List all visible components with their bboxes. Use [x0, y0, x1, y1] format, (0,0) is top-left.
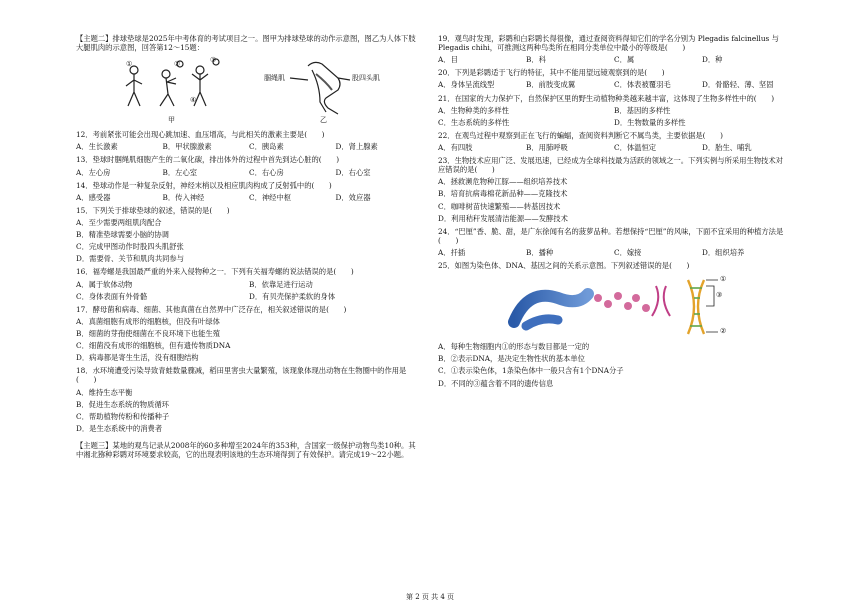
option-c: C．属 [614, 55, 635, 65]
question-16 [76, 267, 422, 300]
option-a: A．左心房 [76, 167, 111, 177]
question-stem: 17．酵母菌和病毒、细菌、其他真菌在自然界中广泛存在，相关叙述错误的是( ) [76, 304, 347, 314]
option-c: C．胰岛素 [249, 142, 284, 152]
question-24 [438, 227, 790, 257]
question-25 [438, 261, 790, 388]
question-stem: 20．下列是彩鹮适于飞行的特征，其中不能用望远镜观察到的是( ) [438, 68, 665, 78]
option-a: A．拯救濒危物种江豚——组织培养技术 [438, 177, 568, 187]
option-a: A．生长激素 [76, 142, 118, 152]
option-c: C．细菌没有成形的细胞核，但有遗传物质DNA [76, 341, 231, 351]
option-d: D．肾上腺素 [335, 142, 378, 152]
option-d: D．生物数量的多样性 [614, 117, 686, 127]
option-d: D．效应器 [335, 192, 371, 202]
option-a: A．维持生态平衡 [76, 387, 133, 397]
question-13 [76, 155, 422, 176]
question-stem: 23．生物技术应用广泛、发展迅速，已经成为全球科技最为活跃的领域之一。下列实例与所采用生物技术对应错误的是( ) [438, 156, 783, 175]
option-a: A．属于软体动物 [76, 279, 133, 289]
ball-mark-1: ① [126, 60, 133, 69]
option-d: D．病毒都是寄生生活，没有细胞结构 [76, 353, 199, 363]
question-23 [438, 156, 790, 223]
question-stem: 16．福寿螺是我国最严重的外来入侵物种之一．下列有关福寿螺的说法错误的是( ) [76, 267, 354, 277]
chromosome-dna-figure [438, 276, 790, 338]
option-d: D．右心室 [335, 167, 371, 177]
option-b: B．前肢变成翼 [526, 80, 576, 90]
question-stem: 25．如图为染色体、DNA、基因之间的关系示意图。下列叙述错误的是( ) [438, 261, 690, 271]
topic2-intro: 【主题二】排球垫球是2025年中考体育的考试项目之一。图甲为排球垫球的动作示意图，图乙为人体下肢大腿肌肉的示意图，回答第12～15题： [76, 34, 416, 53]
option-c: C．体温恒定 [614, 142, 657, 152]
question-12 [76, 130, 422, 151]
option-d: D．胎生、哺乳 [702, 142, 752, 152]
ball-mark-3: ③ [210, 56, 217, 65]
option-b: B．科 [526, 55, 546, 65]
ball-mark-2: ② [174, 60, 181, 69]
option-b: B．依靠足进行运动 [249, 279, 313, 289]
topic3-intro: 【主题三】某地的观鸟记录从2008年的60多种增至2024年的353种，含国家一级保护动物鸟类10种。其中湘北猕种彩鹮对环境要求较高，它的出现表明该地的生态环境得到了有效保护。请完成19～22小题。 [76, 440, 416, 460]
option-c: C．嫁接 [614, 247, 642, 257]
question-stem: 18．水环境遭受污染导致青蛙数量骤减，稻田里害虫大量繁殖，该现象体现出动物在生物圈中的作用是( ) [76, 366, 407, 385]
question-stem: 15．下列关于排球垫球的叙述，错误的是( ) [76, 205, 230, 215]
volleyball-figure [76, 56, 422, 126]
question-stem: 19．观鸟时发现，彩鹮和白彩鹮长得很像，通过查阅资料得知它们的学名分别为 Plegadis falcinellus 与 Plegadis chihi，可推测这两种鸟类所在相同分类单位中最小的等级是( ) [438, 34, 779, 53]
label-quadriceps: 股四头肌 [352, 74, 380, 83]
option-b: B．左心室 [162, 167, 198, 177]
option-a: A．身体呈流线型 [438, 80, 495, 90]
option-b: B．甲状腺激素 [162, 142, 212, 152]
question-stem: 21．在国家的大力保护下，自然保护区里的野生动植物种类越来越丰富，这体现了生物多样性中的( ) [438, 93, 775, 103]
option-b: B．用肺呼吸 [526, 142, 568, 152]
option-c: C．生态系统的多样性 [438, 117, 510, 127]
label-hamstring: 腘绳肌 [264, 74, 285, 83]
option-d: D．骨骼轻、薄、坚固 [702, 80, 774, 90]
mark-1: ① [720, 275, 727, 284]
page-footer: 第 2 页 共 4 页 [405, 593, 455, 601]
option-a: A．生物种类的多样性 [438, 105, 509, 115]
option-b: B．传入神经 [162, 192, 205, 202]
option-a: A．感受器 [76, 192, 111, 202]
option-c: C．咖啡树苗快速繁殖——转基因技术 [438, 201, 561, 211]
option-a: A．扦插 [438, 247, 466, 257]
left-column [76, 34, 422, 459]
option-c: C．神经中枢 [249, 192, 292, 202]
question-14 [76, 181, 422, 202]
option-d: D．不同的③蕴含着不同的遗传信息 [438, 378, 554, 388]
option-c: C．完成甲图动作时股四头肌舒张 [76, 242, 184, 252]
question-18 [76, 366, 422, 433]
question-20 [438, 68, 790, 89]
mark-2: ② [720, 327, 727, 336]
label-jia: 甲 [168, 116, 175, 125]
option-a: A．有四肢 [438, 142, 473, 152]
option-b: B．播种 [526, 247, 554, 257]
question-21 [438, 94, 790, 127]
option-a: A．每种生物细胞内①的形态与数目都是一定的 [438, 342, 590, 352]
chromosome-dna-illustration [438, 276, 790, 338]
label-yi: 乙 [320, 116, 327, 125]
mark-3: ③ [716, 291, 723, 300]
option-b: B．培育抗病毒棉花新品种——克隆技术 [438, 189, 568, 199]
question-stem: 22．在观鸟过程中观察到正在飞行的蝙蝠，查阅资料判断它不属鸟类，主要依据是( ) [438, 130, 723, 140]
right-column [438, 34, 790, 388]
option-b: B．②表示DNA，是决定生物性状的基本单位 [438, 354, 585, 364]
question-17 [76, 305, 422, 363]
option-a: A．目 [438, 55, 458, 65]
option-b: B．精准垫球需要小脑的协调 [76, 230, 169, 240]
option-c: C．右心房 [249, 167, 284, 177]
option-c: C．帮助植物传粉和传播种子 [76, 411, 170, 421]
option-d: D．有贝壳保护柔软的身体 [249, 291, 336, 301]
option-b: B．细菌的芽孢使细菌在不良环境下也能生殖 [76, 328, 221, 338]
option-d: D．组织培养 [702, 247, 745, 257]
option-d: D．需要骨、关节和肌肉共同参与 [76, 254, 185, 264]
option-d: D．是生态系统中的消费者 [76, 423, 163, 433]
question-stem: 24．“巴厘”香、脆、甜，是广东徐闻有名的菠萝品种。若想保持“巴厘”的风味，下面不宜采用的种植方法是( ) [438, 226, 784, 245]
option-b: B．基因的多样性 [614, 105, 671, 115]
option-a: A．至少需要两组肌肉配合 [76, 217, 162, 227]
option-c: C．①表示染色体，1条染色体中一般只含有1个DNA分子 [438, 366, 624, 376]
option-a: A．真菌细胞有成形的细胞核，但没有叶绿体 [76, 316, 220, 326]
option-d: D．利用秸秆发展清洁能源——发酵技术 [438, 213, 568, 223]
option-c: C．体表被覆羽毛 [614, 80, 671, 90]
ball-mark-4: ④ [190, 96, 197, 105]
question-stem: 13．垫球时腘绳肌细胞产生的二氧化碳，排出体外的过程中首先到达心脏的( ) [76, 155, 340, 165]
question-15 [76, 206, 422, 264]
question-22 [438, 131, 790, 152]
option-b: B．促进生态系统的物质循环 [76, 399, 169, 409]
option-d: D．种 [702, 55, 723, 65]
question-19 [438, 34, 790, 64]
question-stem: 12．考前紧张可能会出现心跳加速、血压增高，与此相关的激素主要是( ) [76, 130, 325, 140]
question-stem: 14．垫球动作是一种复杂反射，神经末梢以及相应肌肉构成了反射弧中的( ) [76, 180, 332, 190]
option-c: C．身体表面有外骨骼 [76, 291, 148, 301]
